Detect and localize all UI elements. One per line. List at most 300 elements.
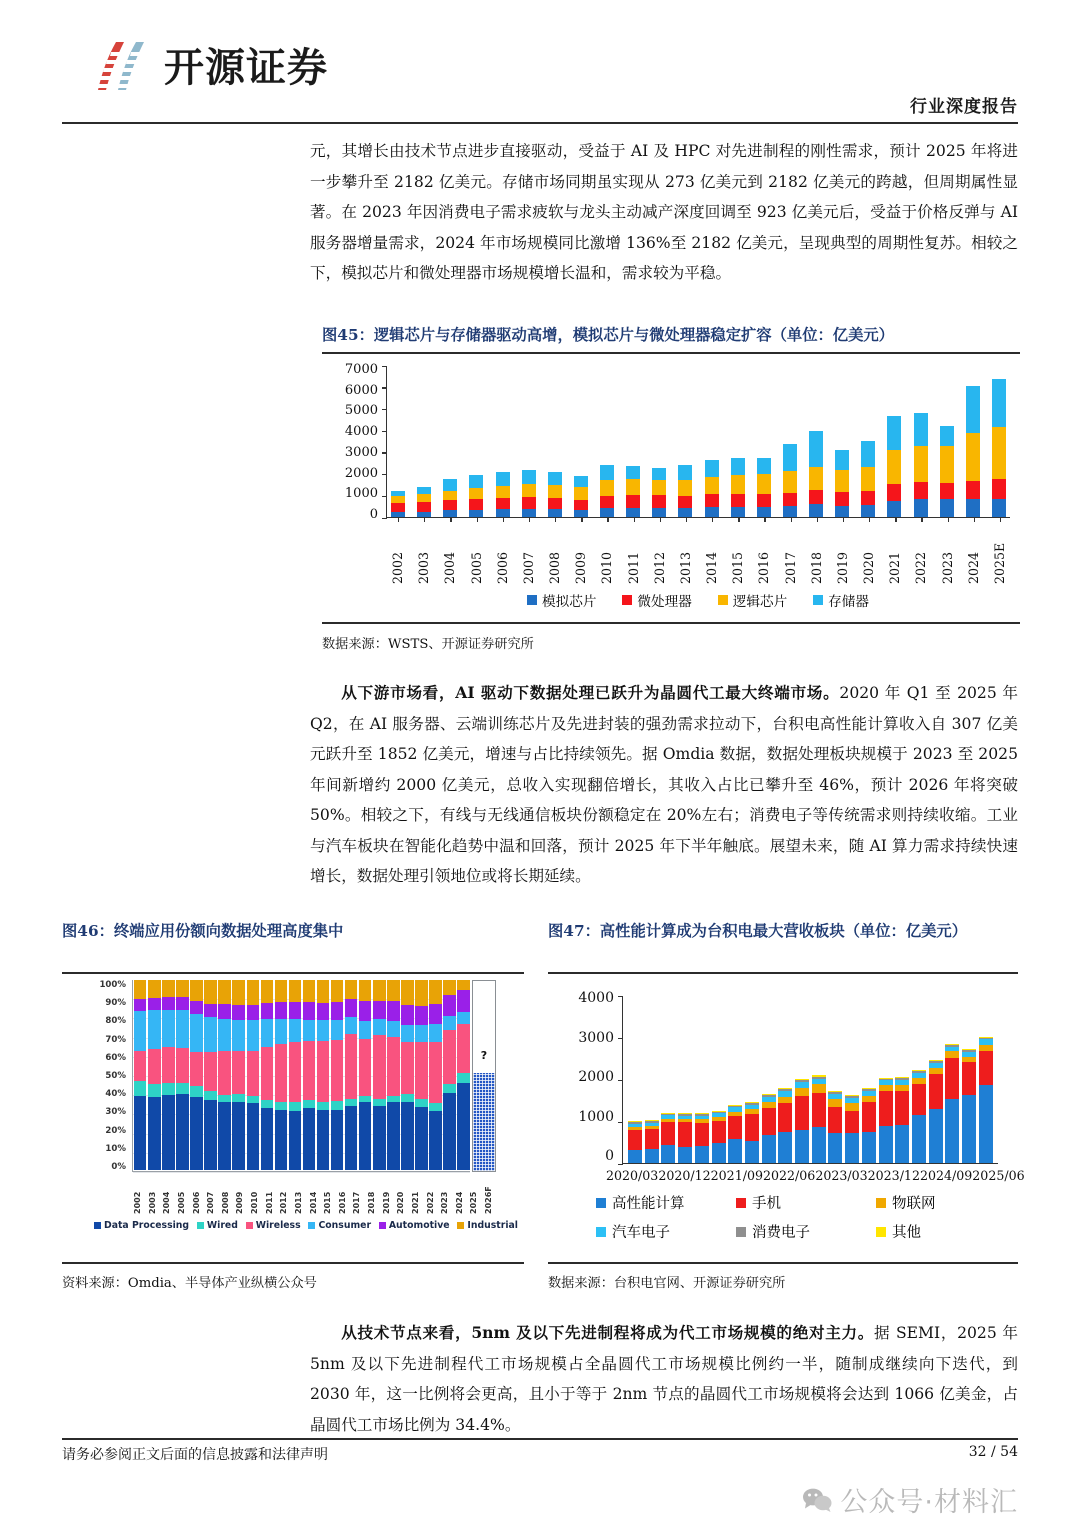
axis-tick-label: 2019 bbox=[834, 551, 850, 584]
bar-segment bbox=[289, 980, 301, 1002]
bar-column bbox=[148, 980, 160, 1170]
axis-tick-label: 2023/03 bbox=[815, 1168, 868, 1183]
legend-item bbox=[457, 1220, 518, 1231]
legend-item bbox=[876, 1192, 1016, 1213]
axis-tick-label: 90% bbox=[105, 998, 126, 1009]
bar-segment bbox=[303, 1100, 315, 1108]
legend-item bbox=[718, 590, 787, 610]
bar-segment bbox=[359, 1039, 371, 1096]
bar-segment bbox=[469, 499, 483, 511]
bar-column bbox=[574, 476, 588, 517]
bar-segment bbox=[331, 1002, 343, 1020]
axis-tick-label: 2005 bbox=[176, 1191, 186, 1214]
axis-tick-label: 2010 bbox=[599, 551, 615, 584]
bar-segment bbox=[745, 1114, 759, 1141]
bar-segment bbox=[134, 1096, 146, 1170]
bar-segment bbox=[626, 466, 640, 479]
axis-tick-label: 2023 bbox=[440, 1191, 450, 1214]
axis-tick-label: 30% bbox=[105, 1107, 126, 1118]
legend-swatch-icon bbox=[457, 1222, 464, 1229]
axis-tick bbox=[382, 409, 387, 410]
bar-segment bbox=[809, 467, 823, 491]
bar-segment bbox=[204, 980, 216, 1004]
axis-tick-label: 2014 bbox=[704, 551, 720, 584]
bar-segment bbox=[204, 1100, 216, 1170]
figure-47-y-axis-labels bbox=[566, 990, 614, 1164]
bar-segment bbox=[457, 1012, 469, 1024]
bar-segment bbox=[289, 1019, 301, 1041]
bar-segment bbox=[705, 460, 719, 477]
bar-segment bbox=[678, 496, 692, 509]
bar-segment bbox=[261, 1003, 273, 1019]
bar-segment bbox=[148, 1097, 160, 1170]
figure-46-source: 资料来源：Omdia、半导体产业纵横公众号 bbox=[62, 1276, 317, 1291]
figure-45-source: 数据来源：WSTS、开源证券研究所 bbox=[322, 637, 534, 652]
bar-segment bbox=[148, 1049, 160, 1084]
bar-segment bbox=[275, 1102, 287, 1110]
axis-tick-label: 0 bbox=[369, 506, 378, 522]
paragraph-two-body: 2020 年 Q1 至 2025 年 Q2，在 AI 服务器、云端训练芯片及先进封装的强劲需求拉动下，台积电高性能计算收入自 307 亿美元跃升至 1852 亿美元，增速与占比持续领先。据 Omdia 数据，数据处理板块规模于 2023 至 2025 年间新增约 2000 亿美元，总收入实现翻倍增长，其收入占比已攀升至 46%，预计 2026 年将突破 50%。相较之下，有线与无线通信板块份额稳定在 20%左右；消费电子等传统需求则持续收缩。工业与汽车板块在智能化趋势中温和回落，预计 2025 年下半年触底。展望未来，随 AI 算力需求持续快速增长，数据处理引领地位或将长期延续。 bbox=[310, 684, 1019, 885]
bar-segment bbox=[176, 1048, 188, 1083]
bar-segment bbox=[628, 1130, 642, 1150]
bar-column bbox=[940, 426, 954, 517]
bar-segment bbox=[289, 1111, 301, 1170]
bar-segment bbox=[373, 1001, 385, 1020]
bar-segment bbox=[401, 1042, 413, 1094]
bar-segment bbox=[429, 1111, 441, 1170]
legend-label: 微处理器 bbox=[637, 594, 692, 610]
axis-tick-label: 2008 bbox=[220, 1191, 230, 1214]
axis-tick bbox=[382, 431, 387, 432]
legend-swatch-icon bbox=[527, 595, 537, 605]
axis-tick-label: 2013 bbox=[293, 1191, 303, 1214]
bar-segment bbox=[795, 1088, 809, 1096]
bar-segment bbox=[757, 458, 771, 475]
bar-segment bbox=[401, 1005, 413, 1025]
legend-swatch-icon bbox=[308, 1222, 315, 1229]
axis-tick-label: 2004 bbox=[162, 1191, 172, 1214]
bar-segment bbox=[359, 980, 371, 1001]
bar-segment bbox=[678, 465, 692, 479]
bar-segment bbox=[940, 426, 954, 446]
bar-column bbox=[745, 1102, 759, 1163]
axis-tick bbox=[382, 387, 387, 388]
bar-segment bbox=[218, 1004, 230, 1018]
bar-segment bbox=[661, 1122, 675, 1145]
bar-segment bbox=[261, 980, 273, 1003]
bar-segment bbox=[812, 1127, 826, 1163]
bar-segment bbox=[289, 1042, 301, 1103]
bar-segment bbox=[204, 1052, 216, 1091]
legend-item bbox=[246, 1220, 301, 1231]
bar-segment bbox=[945, 1099, 959, 1163]
bar-column bbox=[895, 1077, 909, 1163]
bar-segment bbox=[415, 1025, 427, 1042]
legend-label: 其他 bbox=[892, 1225, 921, 1241]
bar-segment bbox=[678, 1122, 692, 1147]
legend-label: 消费电子 bbox=[752, 1225, 810, 1241]
bar-segment bbox=[457, 1073, 469, 1083]
bar-segment bbox=[887, 416, 901, 449]
bar-segment bbox=[626, 508, 640, 517]
legend-swatch-icon bbox=[379, 1222, 386, 1229]
bar-column bbox=[757, 458, 771, 517]
bar-segment bbox=[148, 1084, 160, 1097]
bar-segment bbox=[134, 1081, 146, 1096]
bar-segment bbox=[548, 472, 562, 485]
bar-segment bbox=[548, 509, 562, 517]
bar-segment bbox=[317, 980, 329, 1003]
footer-divider bbox=[62, 1438, 1018, 1440]
bar-segment bbox=[387, 1102, 399, 1170]
figure-45-top-rule bbox=[322, 352, 1020, 354]
bar-segment bbox=[678, 1147, 692, 1163]
bar-segment bbox=[148, 1010, 160, 1048]
bar-segment bbox=[247, 1020, 259, 1051]
bar-segment bbox=[469, 488, 483, 499]
bar-segment bbox=[783, 493, 797, 507]
figure-46-bar-group bbox=[134, 980, 470, 1170]
legend-swatch-icon bbox=[736, 1198, 746, 1208]
bar-segment bbox=[232, 980, 244, 1005]
axis-tick bbox=[618, 996, 623, 997]
axis-tick-label: 2009 bbox=[235, 1191, 245, 1214]
bar-column bbox=[661, 1113, 675, 1163]
brand-name: 开源证券 bbox=[164, 45, 328, 91]
bar-segment bbox=[373, 1099, 385, 1106]
bar-segment bbox=[443, 980, 455, 995]
axis-tick-label: 2004 bbox=[442, 551, 458, 584]
bar-segment bbox=[992, 379, 1006, 426]
axis-tick-label: 2025E bbox=[991, 542, 1007, 584]
legend-swatch-icon bbox=[246, 1222, 253, 1229]
bar-segment bbox=[303, 980, 315, 1002]
footer-page-number: 32 / 54 bbox=[968, 1444, 1018, 1460]
bar-segment bbox=[345, 1034, 357, 1098]
bar-segment bbox=[176, 1010, 188, 1048]
bar-segment bbox=[387, 1096, 399, 1103]
legend-swatch-icon bbox=[596, 1227, 606, 1237]
figure-46-plot-area bbox=[132, 980, 470, 1172]
bar-segment bbox=[914, 413, 928, 446]
axis-tick-label: 2011 bbox=[625, 551, 641, 584]
bar-segment bbox=[783, 471, 797, 493]
bar-segment bbox=[373, 980, 385, 1001]
bar-segment bbox=[845, 1103, 859, 1111]
bar-segment bbox=[401, 1025, 413, 1042]
bar-segment bbox=[345, 1017, 357, 1034]
bar-segment bbox=[359, 1001, 371, 1022]
bar-segment bbox=[261, 1100, 273, 1108]
bar-segment bbox=[387, 1037, 399, 1096]
legend-label: Wireless bbox=[255, 1220, 301, 1231]
axis-tick-label: 2012 bbox=[279, 1191, 289, 1214]
axis-tick-label: 10% bbox=[105, 1143, 126, 1154]
bar-segment bbox=[162, 1047, 174, 1083]
legend-label: 物联网 bbox=[892, 1196, 936, 1212]
bar-segment bbox=[190, 980, 202, 1001]
legend-label: Industrial bbox=[467, 1220, 518, 1231]
bar-segment bbox=[429, 980, 441, 1004]
bar-segment bbox=[345, 1106, 357, 1170]
figure-46-top-rule bbox=[62, 972, 524, 974]
bar-segment bbox=[457, 1083, 469, 1170]
legend-swatch-icon bbox=[197, 1222, 204, 1229]
bar-segment bbox=[190, 1001, 202, 1015]
bar-segment bbox=[401, 1102, 413, 1170]
bar-column bbox=[912, 1070, 926, 1163]
bar-segment bbox=[391, 503, 405, 512]
bar-column bbox=[879, 1078, 893, 1163]
bar-segment bbox=[190, 1097, 202, 1170]
axis-tick-label: 2016 bbox=[337, 1191, 347, 1214]
figure-47-source: 数据来源：台积电官网、开源证券研究所 bbox=[548, 1276, 786, 1291]
bar-segment bbox=[247, 1096, 259, 1104]
legend-label: Consumer bbox=[318, 1220, 372, 1231]
bar-segment bbox=[443, 1093, 455, 1170]
bar-segment bbox=[992, 499, 1006, 517]
legend-swatch-icon bbox=[876, 1198, 886, 1208]
bar-segment bbox=[914, 482, 928, 500]
axis-tick-label: 2003 bbox=[147, 1191, 157, 1214]
bar-segment bbox=[331, 1020, 343, 1040]
bar-segment bbox=[979, 1051, 993, 1085]
bar-segment bbox=[966, 499, 980, 517]
watermark-text: 公众号·材料汇 bbox=[840, 1487, 1018, 1518]
bar-segment bbox=[731, 507, 745, 517]
bar-segment bbox=[661, 1145, 675, 1163]
bar-segment bbox=[812, 1093, 826, 1127]
bar-column bbox=[835, 450, 849, 517]
axis-tick-label: 2024/09 bbox=[919, 1168, 973, 1183]
bar-segment bbox=[232, 1051, 244, 1094]
bar-segment bbox=[895, 1091, 909, 1125]
figure-46-chart bbox=[88, 980, 518, 1250]
bar-column bbox=[945, 1044, 959, 1163]
axis-tick-label: 2023/12 bbox=[867, 1168, 920, 1183]
legend-item bbox=[197, 1220, 238, 1231]
bar-segment bbox=[232, 1005, 244, 1020]
watermark bbox=[802, 1480, 1018, 1519]
bar-column bbox=[457, 980, 469, 1170]
bar-segment bbox=[795, 1096, 809, 1130]
bar-column bbox=[190, 980, 202, 1170]
bar-column bbox=[496, 472, 510, 517]
bar-column bbox=[966, 386, 980, 517]
bar-column bbox=[415, 980, 427, 1170]
bar-segment bbox=[992, 479, 1006, 498]
figure-47-legend bbox=[596, 1192, 1016, 1242]
bar-column bbox=[712, 1111, 726, 1163]
bar-segment bbox=[232, 1020, 244, 1052]
bar-segment bbox=[218, 1102, 230, 1170]
bar-segment bbox=[828, 1099, 842, 1107]
bar-segment bbox=[401, 1094, 413, 1101]
bar-segment bbox=[862, 1102, 876, 1132]
bar-column bbox=[728, 1105, 742, 1163]
bar-segment bbox=[757, 494, 771, 507]
bar-segment bbox=[417, 487, 431, 494]
bar-segment bbox=[317, 1020, 329, 1040]
bar-segment bbox=[522, 484, 536, 497]
bar-segment bbox=[401, 980, 413, 1005]
bar-segment bbox=[574, 510, 588, 517]
axis-tick-label: 40% bbox=[105, 1089, 126, 1100]
bar-segment bbox=[443, 1030, 455, 1085]
axis-tick-label: 2007 bbox=[520, 551, 536, 584]
bar-segment bbox=[247, 1103, 259, 1170]
bar-column bbox=[678, 1113, 692, 1163]
bar-segment bbox=[705, 507, 719, 517]
bar-column bbox=[762, 1094, 776, 1163]
bar-segment bbox=[862, 1132, 876, 1163]
bar-segment bbox=[457, 990, 469, 1011]
legend-label: 手机 bbox=[752, 1196, 781, 1212]
legend-item bbox=[736, 1192, 876, 1213]
bar-segment bbox=[162, 1095, 174, 1170]
axis-tick-label: 4000 bbox=[578, 990, 614, 1006]
bar-segment bbox=[912, 1084, 926, 1115]
axis-tick-label: 1000 bbox=[578, 1108, 614, 1125]
axis-tick-label: 2011 bbox=[264, 1191, 274, 1214]
figure-47-x-axis-labels bbox=[606, 1168, 1025, 1183]
legend-item bbox=[379, 1220, 450, 1231]
bar-segment bbox=[317, 1110, 329, 1170]
paragraph-two-lead: 从下游市场看，AI 驱动下数据处理已跃升为晶圆代工最大终端市场。 bbox=[341, 683, 840, 702]
bar-segment bbox=[757, 474, 771, 494]
bar-segment bbox=[522, 497, 536, 509]
axis-tick-label: 2020/03 bbox=[606, 1168, 659, 1183]
figure-46-x-axis-labels bbox=[133, 1174, 497, 1214]
bar-segment bbox=[204, 1004, 216, 1018]
axis-tick-label: 50% bbox=[105, 1070, 126, 1081]
figure-47-title: 图47：高性能计算成为台积电最大营收板块（单位：亿美元） bbox=[548, 922, 968, 940]
axis-tick-label: 70% bbox=[105, 1034, 126, 1045]
bar-segment bbox=[247, 980, 259, 1005]
axis-tick bbox=[618, 1164, 623, 1165]
bar-column bbox=[962, 1049, 976, 1163]
bar-segment bbox=[731, 458, 745, 475]
axis-tick-label: 2010 bbox=[250, 1191, 259, 1214]
bar-segment bbox=[966, 386, 980, 433]
bar-segment bbox=[600, 496, 614, 508]
bar-segment bbox=[275, 1019, 287, 1044]
bar-segment bbox=[522, 509, 536, 517]
legend-swatch-icon bbox=[736, 1227, 746, 1237]
bar-column bbox=[373, 980, 385, 1170]
bar-segment bbox=[731, 475, 745, 494]
bar-segment bbox=[415, 1042, 427, 1099]
axis-tick-label: 2002 bbox=[133, 1191, 142, 1214]
axis-tick-label: 2012 bbox=[651, 551, 667, 584]
bar-segment bbox=[134, 980, 146, 999]
bar-segment bbox=[429, 1042, 441, 1103]
axis-tick-label: 2025/06 bbox=[972, 1168, 1025, 1183]
bar-segment bbox=[373, 1035, 385, 1099]
legend-swatch-icon bbox=[596, 1198, 606, 1208]
bar-segment bbox=[415, 1107, 427, 1170]
bar-segment bbox=[861, 467, 875, 491]
bar-segment bbox=[828, 1133, 842, 1163]
legend-label: Data Processing bbox=[104, 1220, 190, 1231]
bar-segment bbox=[303, 1002, 315, 1019]
bar-segment bbox=[887, 501, 901, 517]
bar-segment bbox=[705, 477, 719, 494]
bar-segment bbox=[548, 498, 562, 509]
bar-segment bbox=[387, 980, 399, 1001]
axis-tick-label: 2019 bbox=[381, 1191, 391, 1214]
axis-tick-label: 3000 bbox=[578, 1029, 614, 1046]
bar-segment bbox=[695, 1123, 709, 1146]
bar-column bbox=[845, 1095, 859, 1163]
axis-tick bbox=[382, 474, 387, 475]
axis-tick bbox=[382, 452, 387, 453]
bar-segment bbox=[809, 490, 823, 504]
legend-item bbox=[527, 590, 596, 610]
bar-segment bbox=[835, 450, 849, 470]
bar-segment bbox=[261, 1108, 273, 1170]
bar-column bbox=[695, 1113, 709, 1163]
bar-segment bbox=[134, 999, 146, 1011]
axis-tick-label: 7000 bbox=[344, 362, 378, 377]
bar-segment bbox=[962, 1095, 976, 1163]
legend-swatch-icon bbox=[813, 595, 823, 605]
bar-column bbox=[731, 458, 745, 517]
bar-segment bbox=[148, 980, 160, 998]
axis-tick-label: 2020 bbox=[861, 551, 877, 584]
page-header bbox=[62, 20, 1018, 120]
report-type-label: 行业深度报告 bbox=[910, 97, 1018, 117]
bar-column bbox=[652, 468, 666, 517]
bar-column bbox=[345, 980, 357, 1170]
bar-segment bbox=[678, 508, 692, 517]
bar-segment bbox=[317, 1003, 329, 1021]
bar-segment bbox=[762, 1108, 776, 1135]
bar-column bbox=[828, 1091, 842, 1163]
bar-column bbox=[359, 980, 371, 1170]
bar-segment bbox=[992, 427, 1006, 480]
bar-segment bbox=[218, 980, 230, 1004]
bar-segment bbox=[148, 998, 160, 1010]
axis-tick-label: 2006 bbox=[191, 1191, 201, 1214]
bar-segment bbox=[895, 1125, 909, 1163]
bar-segment bbox=[548, 485, 562, 498]
axis-tick bbox=[382, 496, 387, 497]
bar-segment bbox=[415, 1099, 427, 1107]
header-divider bbox=[62, 122, 1018, 124]
bar-column bbox=[626, 466, 640, 517]
axis-tick-label: 3000 bbox=[344, 444, 378, 460]
axis-tick-label: 2002 bbox=[390, 551, 405, 584]
axis-tick bbox=[618, 1080, 623, 1081]
bar-segment bbox=[134, 1011, 146, 1051]
bar-segment bbox=[176, 980, 188, 997]
bar-segment bbox=[778, 1132, 792, 1163]
bar-segment bbox=[795, 1130, 809, 1163]
bar-segment bbox=[190, 1014, 202, 1052]
bar-segment bbox=[879, 1091, 893, 1126]
bar-column bbox=[176, 980, 188, 1170]
bar-segment bbox=[695, 1146, 709, 1163]
bar-segment bbox=[429, 1024, 441, 1042]
bar-segment bbox=[835, 470, 849, 492]
bar-column bbox=[914, 413, 928, 517]
bar-segment bbox=[809, 431, 823, 467]
axis-tick bbox=[618, 1038, 623, 1039]
gridline bbox=[133, 1172, 470, 1173]
bar-segment bbox=[966, 433, 980, 481]
bar-segment bbox=[134, 1051, 146, 1081]
